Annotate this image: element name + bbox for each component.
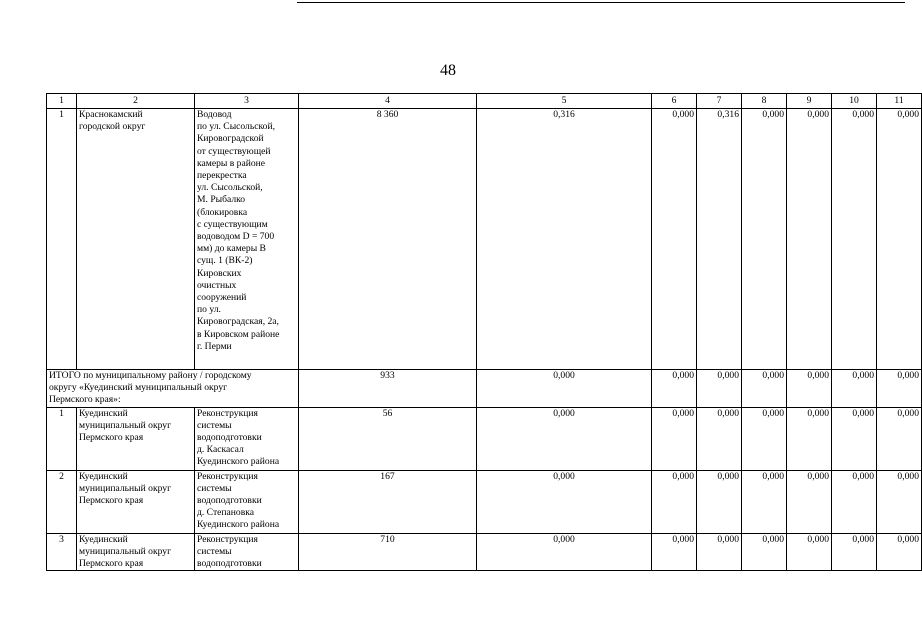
value-cell: 0,000 — [742, 533, 787, 571]
value-cell: 0,000 — [742, 370, 787, 408]
value-cell: 0,000 — [787, 407, 832, 470]
value-cell: 0,000 — [742, 109, 787, 370]
value-cell: 710 — [299, 533, 477, 571]
header-row — [47, 94, 922, 109]
value-cell: 0,000 — [742, 470, 787, 533]
object-cell: Водовод по ул. Сысольской, Кировоградской от существующей камеры в районе перекрестка ул. Сысольской, М. Рыбалко (блокировка с существующим водоводом D = 700 мм) до камеры В сущ. 1 (ВК-2) Кировских очистных сооружений по ул. Кировоградская, 2а, в Кировском районе г. Перми — [195, 109, 299, 370]
table-row — [47, 109, 922, 370]
header-cell: 1 — [47, 94, 77, 109]
value-cell: 0,000 — [477, 407, 652, 470]
value-cell: 0,000 — [477, 370, 652, 408]
header-cell: 2 — [77, 94, 195, 109]
object-cell: Реконструкция системы водоподготовки д. Каскасал Куединского района — [195, 407, 299, 470]
value-cell: 0,000 — [787, 370, 832, 408]
value-cell: 933 — [299, 370, 477, 408]
table-row — [47, 470, 922, 533]
object-cell: Реконструкция системы водоподготовки д. Степановка Куединского района — [195, 470, 299, 533]
value-cell: 0,000 — [477, 533, 652, 571]
table-row — [47, 533, 922, 571]
value-cell: 0,000 — [652, 470, 697, 533]
value-cell: 0,000 — [697, 470, 742, 533]
page-number: 48 — [440, 62, 456, 79]
value-cell: 0,000 — [877, 109, 922, 370]
municipality-cell: Куединский муниципальный округ Пермского края — [77, 470, 195, 533]
row-number: 1 — [47, 407, 77, 470]
value-cell: 0,000 — [787, 470, 832, 533]
value-cell: 0,000 — [697, 407, 742, 470]
header-cell: 7 — [697, 94, 742, 109]
header-cell: 10 — [832, 94, 877, 109]
value-cell: 0,000 — [877, 407, 922, 470]
municipality-cell: Куединский муниципальный округ Пермского края — [77, 407, 195, 470]
header-cell: 4 — [299, 94, 477, 109]
row-number: 2 — [47, 470, 77, 533]
header-cell: 11 — [877, 94, 922, 109]
value-cell: 8 360 — [299, 109, 477, 370]
top-rule — [297, 2, 905, 3]
value-cell: 0,316 — [697, 109, 742, 370]
value-cell: 0,000 — [697, 370, 742, 408]
value-cell: 0,000 — [877, 370, 922, 408]
header-cell: 9 — [787, 94, 832, 109]
value-cell: 0,000 — [697, 533, 742, 571]
value-cell: 0,000 — [742, 407, 787, 470]
row-number: 1 — [47, 109, 77, 370]
value-cell: 0,000 — [652, 109, 697, 370]
value-cell: 0,000 — [652, 533, 697, 571]
value-cell: 0,316 — [477, 109, 652, 370]
value-cell: 0,000 — [832, 533, 877, 571]
value-cell: 167 — [299, 470, 477, 533]
header-cell: 6 — [652, 94, 697, 109]
municipality-cell: Куединский муниципальный округ Пермского края — [77, 533, 195, 571]
value-cell: 0,000 — [652, 370, 697, 408]
value-cell: 0,000 — [652, 407, 697, 470]
total-label: ИТОГО по муниципальному району / городскому округу «Куединский муниципальный округ Пермского края»: — [47, 370, 299, 408]
value-cell: 0,000 — [832, 407, 877, 470]
value-cell: 0,000 — [877, 533, 922, 571]
row-number: 3 — [47, 533, 77, 571]
value-cell: 0,000 — [787, 109, 832, 370]
value-cell: 0,000 — [877, 470, 922, 533]
value-cell: 0,000 — [832, 370, 877, 408]
header-cell: 5 — [477, 94, 652, 109]
value-cell: 0,000 — [832, 470, 877, 533]
value-cell: 56 — [299, 407, 477, 470]
value-cell: 0,000 — [832, 109, 877, 370]
object-cell: Реконструкция системы водоподготовки — [195, 533, 299, 571]
value-cell: 0,000 — [477, 470, 652, 533]
municipality-cell: Краснокамский городской округ — [77, 109, 195, 370]
value-cell: 0,000 — [787, 533, 832, 571]
total-row — [47, 370, 922, 408]
table-row — [47, 407, 922, 470]
header-cell: 8 — [742, 94, 787, 109]
data-table — [46, 93, 922, 571]
header-cell: 3 — [195, 94, 299, 109]
